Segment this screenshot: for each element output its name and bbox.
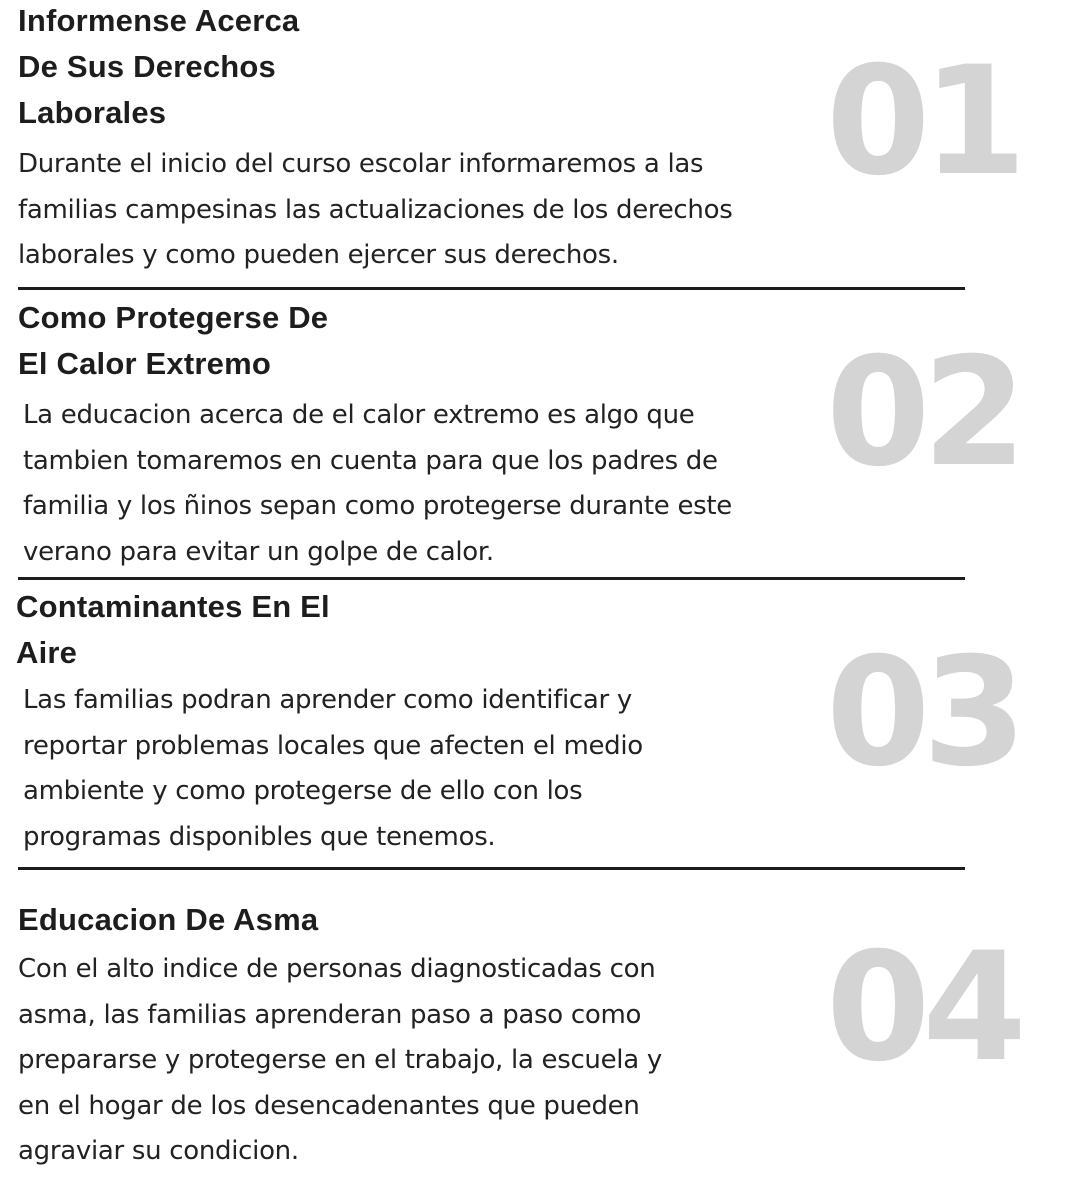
section-3-number: 03 bbox=[826, 626, 1019, 800]
section-1-number: 01 bbox=[826, 35, 1019, 209]
section-2-title bbox=[18, 295, 328, 387]
section-2-number: 02 bbox=[826, 326, 1019, 500]
section-divider bbox=[18, 287, 965, 290]
section-divider bbox=[18, 867, 965, 870]
section-4-body-line: asma, las familias aprenderan paso a paso como bbox=[18, 999, 642, 1030]
section-divider bbox=[18, 577, 965, 580]
section-2-body-line: tambien tomaremos en cuenta para que los padres de bbox=[23, 445, 718, 476]
section-1-body bbox=[18, 142, 732, 279]
section-4-body-line: Con el alto indice de personas diagnosticadas con bbox=[18, 954, 656, 984]
section-2-title-line: El Calor Extremo bbox=[18, 346, 272, 381]
section-3-body-line: ambiente y como protegerse de ello con los bbox=[23, 776, 583, 806]
section-4-title-line: Educacion De Asma bbox=[18, 902, 319, 937]
section-3-body-line: reportar problemas locales que afecten el medio bbox=[23, 730, 643, 761]
section-1-title-line: Informense Acerca bbox=[18, 3, 300, 38]
section-4-body-line: en el hogar de los desencadenantes que pueden bbox=[18, 1090, 640, 1121]
section-3-title bbox=[16, 584, 330, 676]
section-3-title-line: Contaminantes En El bbox=[16, 589, 330, 624]
section-4-title bbox=[18, 897, 318, 943]
section-4-body-line: prepararse y protegerse en el trabajo, la escuela y bbox=[18, 1045, 662, 1075]
section-4-body-line: agraviar su condicion. bbox=[18, 1136, 299, 1166]
section-3-body bbox=[23, 678, 643, 860]
section-3-title-line: Aire bbox=[16, 635, 78, 670]
section-2-body-line: familia y los ñinos sepan como protegerse durante este bbox=[23, 491, 732, 521]
section-4-number: 04 bbox=[826, 921, 1019, 1095]
section-1-body-line: laborales y como pueden ejercer sus derechos. bbox=[18, 240, 619, 270]
section-2-title-line: Como Protegerse De bbox=[18, 300, 329, 335]
section-4-body bbox=[18, 947, 662, 1175]
section-2-body-line: verano para evitar un golpe de calor. bbox=[23, 536, 494, 567]
section-3-body-line: programas disponibles que tenemos. bbox=[23, 821, 496, 852]
section-1-title-line: De Sus Derechos bbox=[18, 49, 276, 84]
section-2-body bbox=[23, 393, 732, 575]
section-1-body-line: Durante el inicio del curso escolar informaremos a las bbox=[18, 149, 704, 179]
section-1-body-line: familias campesinas las actualizaciones de los derechos bbox=[18, 194, 733, 225]
section-3-body-line: Las familias podran aprender como identificar y bbox=[23, 685, 632, 715]
section-1-title-line: Laborales bbox=[18, 95, 167, 130]
section-2-body-line: La educacion acerca de el calor extremo es algo que bbox=[23, 400, 695, 430]
section-1-title bbox=[18, 0, 299, 136]
